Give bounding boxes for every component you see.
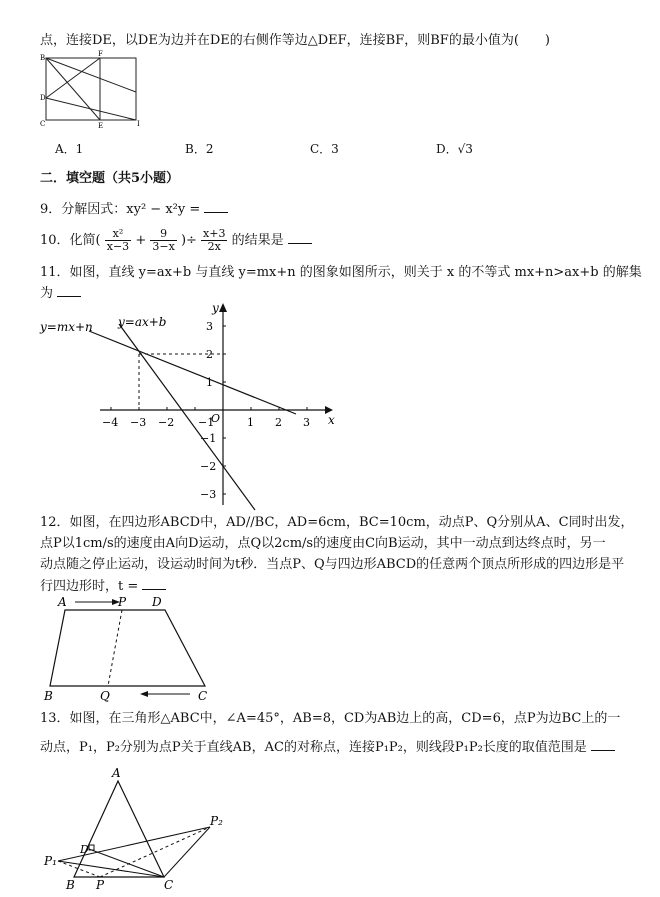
q11-xtick-m2: −2 bbox=[158, 416, 175, 429]
q12-line1: 12．如图，在四边形ABCD中，AD//BC，AD=6cm，BC=10cm，动点P、Q分别从A、C同时出发， bbox=[40, 515, 634, 530]
q8-label-b: B bbox=[40, 54, 46, 62]
q13-label-c: C bbox=[164, 878, 174, 892]
q11-blank bbox=[57, 284, 81, 297]
q11-ytick-m3: −3 bbox=[200, 488, 217, 501]
q11-xtick-1: 1 bbox=[247, 416, 254, 429]
q13-label-a: A bbox=[112, 766, 121, 780]
q11-line2-text: 为 bbox=[40, 286, 54, 301]
q13-blank bbox=[591, 738, 615, 751]
q10-post: 的结果是 bbox=[231, 233, 284, 248]
q9-blank bbox=[204, 200, 228, 213]
q9-stem bbox=[40, 200, 228, 219]
q11-xtick-m3: −3 bbox=[130, 416, 147, 429]
q13-label-p2: P₂ bbox=[210, 814, 223, 828]
q11-graph bbox=[40, 300, 340, 510]
q11-ytick-m2: −2 bbox=[200, 460, 217, 473]
q12-figure bbox=[40, 594, 220, 704]
q12-label-q: Q bbox=[100, 689, 110, 703]
q11-xtick-2: 2 bbox=[275, 416, 282, 429]
q11-ytick-m1: −1 bbox=[200, 432, 217, 445]
q8-label-f: F bbox=[98, 50, 103, 58]
q13-label-p: P bbox=[96, 878, 105, 892]
q11-ytick-3: 3 bbox=[206, 320, 213, 333]
q10-plus: + bbox=[135, 233, 147, 248]
q13-line2-wrap bbox=[40, 738, 615, 757]
q13-label-b: B bbox=[66, 878, 75, 892]
q13-figure bbox=[40, 765, 240, 895]
q10-f3-den: 2x bbox=[207, 240, 221, 253]
q12-label-a: A bbox=[58, 595, 67, 609]
q13-line1: 13．如图，在三角形△ABC中，∠A=45°，AB=8，CD为AB边上的高，CD=6，点P为边BC上的一 bbox=[40, 711, 621, 726]
q10-pre: 10．化简( bbox=[40, 233, 101, 248]
q8-option-b: B．2 bbox=[185, 142, 214, 156]
q12-label-d: D bbox=[152, 595, 162, 609]
q11-line1: 11．如图，直线 y=ax+b 与直线 y=mx+n 的图象如图所示，则关于 x 的不等式 mx+n>ax+b 的解集 bbox=[40, 265, 642, 280]
q12-blank bbox=[142, 577, 166, 590]
q11-xtick-m4: −4 bbox=[102, 416, 119, 429]
q11-label-mx: y=mx+n bbox=[40, 320, 93, 334]
q11-xtick-3: 3 bbox=[303, 416, 310, 429]
q11-ytick-1: 1 bbox=[206, 376, 213, 389]
q8-option-d: D．√3 bbox=[436, 142, 473, 156]
q13-label-p1: P₁ bbox=[44, 854, 57, 868]
q13-line2: 动点，P₁，P₂分别为点P关于直线AB，AC的对称点，连接P₁P₂，则线段P₁P₂长度的取值范围是 bbox=[40, 740, 587, 755]
q10-f1-num: x² bbox=[105, 228, 131, 241]
q12-label-b: B bbox=[44, 689, 53, 703]
q11-axis-x: x bbox=[328, 413, 335, 427]
q10-frac-3 bbox=[201, 228, 227, 253]
q11-xtick-m1: −1 bbox=[198, 416, 215, 429]
q8-option-a: A．1 bbox=[55, 142, 84, 156]
q12-label-p: P bbox=[118, 595, 127, 609]
q11-axis-y: y bbox=[212, 301, 219, 315]
q8-label-g: I bbox=[137, 120, 140, 128]
q10-f2-den: 3−x bbox=[152, 240, 175, 253]
section-header: 二．填空题（共5小题） bbox=[40, 171, 180, 186]
q11-origin: O bbox=[211, 412, 221, 425]
q11-label-ax: y=ax+b bbox=[118, 315, 167, 329]
q8-stem: 点，连接DE，以DE为边并在DE的右侧作等边△DEF，连接BF，则BF的最小值为( ) bbox=[40, 33, 550, 48]
q10-blank bbox=[288, 231, 312, 244]
q10-f1-den: x−3 bbox=[106, 240, 130, 253]
q13-label-d: D bbox=[80, 843, 89, 856]
q11-line-mx bbox=[89, 331, 296, 414]
q8-option-c: C．3 bbox=[310, 142, 339, 156]
q12-line4: 行四边形时，t = bbox=[40, 579, 139, 594]
q10-stem bbox=[40, 228, 312, 254]
q8-figure bbox=[40, 52, 150, 128]
q12-line2: 点P以1cm/s的速度由A向D运动，点Q以2cm/s的速度由C向B运动，其中一动点到达终点时，另一 bbox=[40, 536, 606, 551]
q12-label-c: C bbox=[198, 689, 208, 703]
q8-label-c: C bbox=[40, 120, 46, 128]
q10-frac-2 bbox=[150, 228, 176, 253]
q12-line3: 动点随之停止运动，设运动时间为t秒．当点P、Q与四边形ABCD的任意两个顶点所形成的四边形是平 bbox=[40, 557, 625, 572]
q8-label-d: D bbox=[40, 94, 46, 102]
q10-f2-num: 9 bbox=[150, 228, 176, 241]
q11-ytick-2: 2 bbox=[206, 348, 213, 361]
q10-mid: )÷ bbox=[180, 233, 197, 248]
q10-f3-num: x+3 bbox=[203, 227, 226, 240]
q9-text: 9．分解因式：xy² − x²y = bbox=[40, 202, 201, 217]
q10-frac-1 bbox=[105, 228, 131, 253]
q8-label-e: E bbox=[98, 122, 104, 130]
